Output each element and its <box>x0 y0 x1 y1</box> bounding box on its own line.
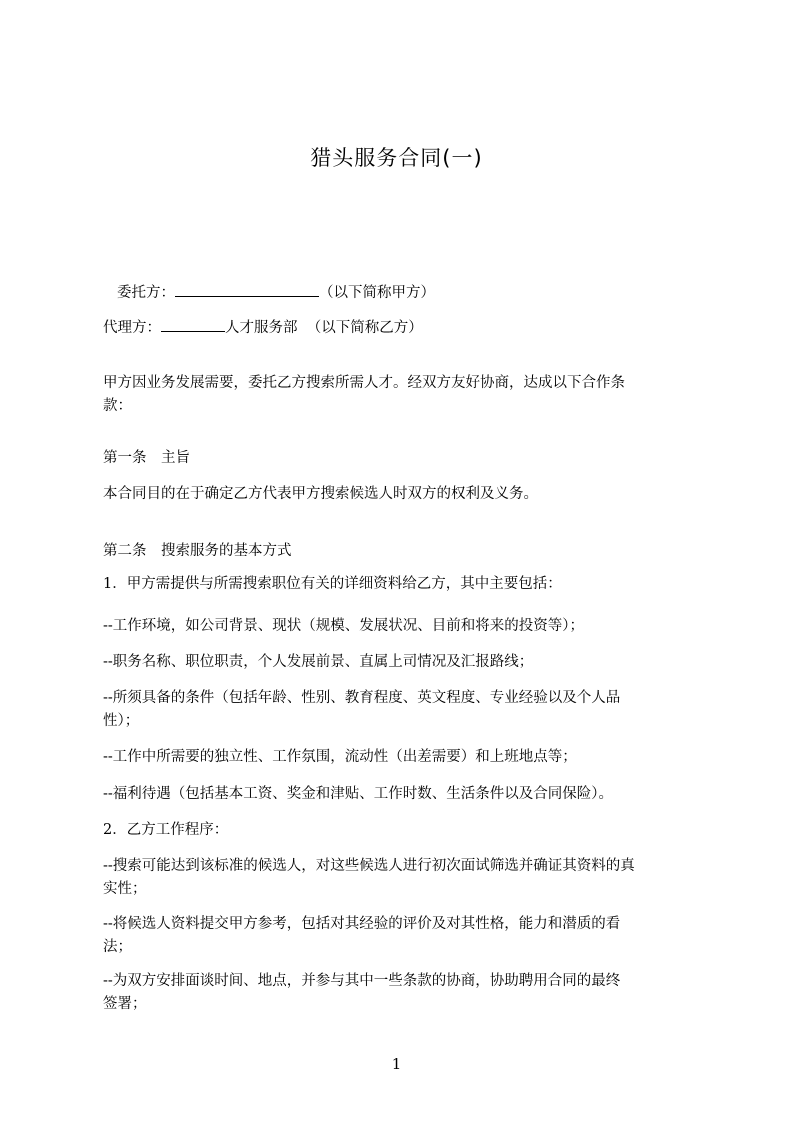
page-number: 1 <box>391 1055 402 1073</box>
agent-name: 人才服务部 <box>225 320 298 336</box>
item1-point-2: --职务名称、职位职责，个人发展前景、直属上司情况及汇报路线； <box>103 654 534 670</box>
article1-text: 本合同目的在于确定乙方代表甲方搜索候选人时双方的权利及义务。 <box>103 486 538 502</box>
agent-line <box>103 317 643 340</box>
item2-text: 2．乙方工作程序： <box>103 822 229 838</box>
agent-label: 代理方： <box>103 320 161 336</box>
item2-point-2: --将候选人资料提交甲方参考，包括对其经验的评价及对其性格，能力和潜质的看法； <box>103 916 621 955</box>
item1-point-3: --所须具备的条件（包括年龄、性别、教育程度、英文程度、专业经验以及个人品性）； <box>103 690 621 729</box>
item2-point-3: --为双方安排面谈时间、地点，并参与其中一些条款的协商，协助聘用合同的最终签署； <box>103 973 621 1012</box>
item1-point-5: --福利待遇（包括基本工资、奖金和津贴、工作时数、生活条件以及合同保险）。 <box>103 786 614 802</box>
article1-heading: 第一条 主旨 <box>103 450 190 466</box>
client-suffix: （以下简称甲方） <box>319 285 435 301</box>
client-blank <box>175 284 319 297</box>
article2-heading: 第二条 搜索服务的基本方式 <box>103 543 292 559</box>
client-line <box>117 282 657 305</box>
item2-point-1: --搜索可能达到该标准的候选人，对这些候选人进行初次面试筛选并确证其资料的真实性； <box>103 858 635 897</box>
intro-paragraph: 甲方因业务发展需要，委托乙方搜索所需人才。经双方友好协商，达成以下合作条款： <box>103 375 625 414</box>
agent-blank <box>161 319 225 332</box>
document-title: 猎头服务合同(一) <box>310 146 483 170</box>
agent-suffix: （以下简称乙方） <box>306 320 423 336</box>
item1-text: 1．甲方需提供与所需搜索职位有关的详细资料给乙方，其中主要包括： <box>103 576 562 592</box>
client-label: 委托方： <box>117 285 175 301</box>
item1-point-1: --工作环境，如公司背景、现状（规模、发展状况、目前和将来的投资等）； <box>103 618 585 634</box>
item1-point-4: --工作中所需要的独立性、工作氛围，流动性（出差需要）和上班地点等； <box>103 749 577 765</box>
